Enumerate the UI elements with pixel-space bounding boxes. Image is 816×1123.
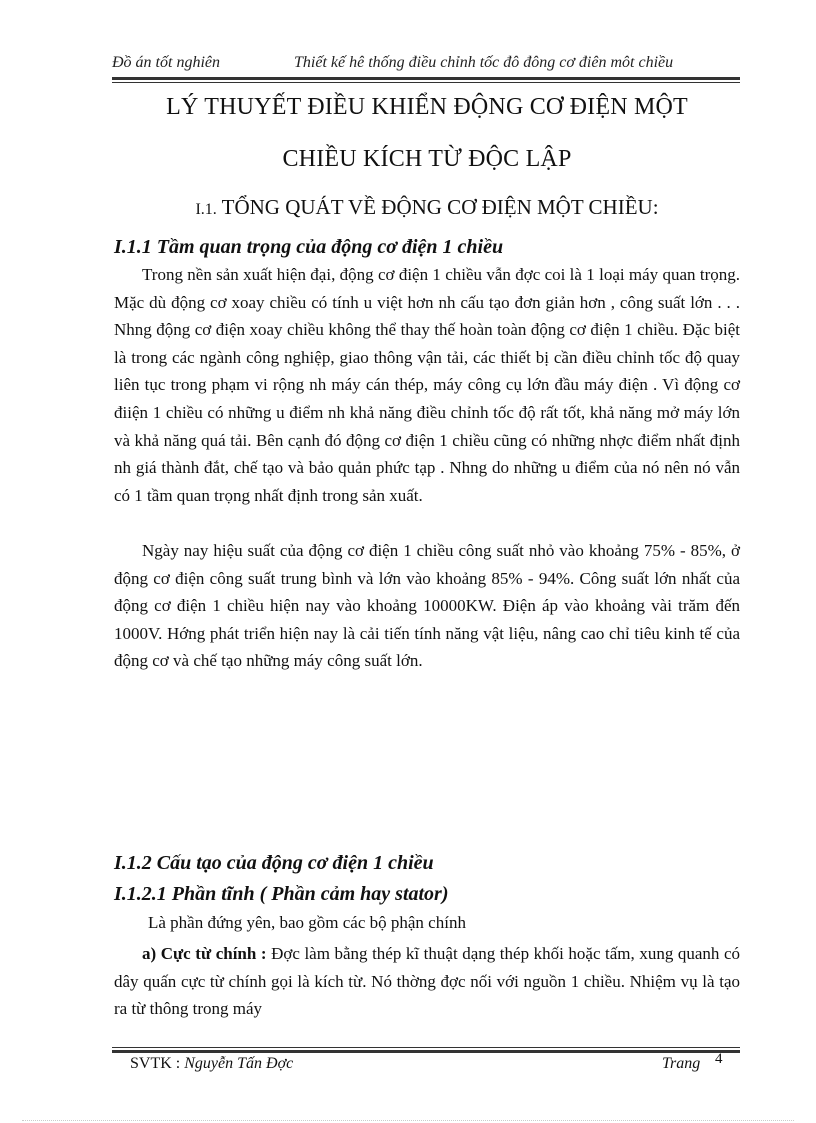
paragraph-1: Trong nền sản xuất hiện đại, động cơ điện 1 chiều vẫn đợc coi là 1 loại máy quan trọng. Mặc dù động cơ xoay chiều có tính u việt hơn nh cấu tạo đơn giản hơn , công suất lớn . . . Nhng động cơ điện xoay chiều không thể thay thế hoàn toàn động cơ điện 1 chiều. Đặc biệt là trong các ngành công nghiệp, giao thông vận tải, các thiết bị cần điều chỉnh tốc độ quay liên tục trong phạm vi rộng nh máy cán thép, máy công cụ lớn đầu máy điện . Vì động cơ điiện 1 chiều có những u điểm nh khả năng điều chỉnh tốc độ rất tốt, khả năng mở máy lớn và khả năng quá tải. Bên cạnh đó động cơ điện 1 chiều cũng có những nhợc điểm nhất định nh giá thành đắt, chế tạo và bảo quản phức tạp . Nhng do những u điểm của nó nên nó vẫn có 1 tầm quan trọng nhất định trong sản xuất. bbox=[114, 265, 740, 505]
header-left-text: Đồ án tốt nghiên bbox=[112, 54, 220, 71]
header-rule bbox=[112, 77, 740, 83]
footer-svtk-label: SVTK : bbox=[130, 1055, 181, 1072]
intro-text: Là phần đứng yên, bao gồm các bộ phận chính bbox=[148, 913, 466, 932]
footer-rule bbox=[112, 1047, 740, 1053]
footer-page-label: Trang bbox=[662, 1055, 701, 1072]
header-right-text: Thiết kế hê thống điều chỉnh tốc đô đông cơ điên môt chiều bbox=[294, 54, 674, 71]
section-title: TỔNG QUÁT VỀ ĐỘNG CƠ ĐIỆN MỘT CHIỀU: bbox=[221, 195, 659, 219]
paragraph-2: Ngày nay hiệu suất của động cơ điện 1 chiều công suất nhỏ vào khoảng 75% - 85%, ở động cơ điện công suất trung bình và lớn vào khoảng 85% - 94%. Công suất lớn nhất của động cơ điện 1 chiều hiện nay vào khoảng 10000KW. Điện áp vào khoảng vài trăm đến 1000V. Hớng phát triển hiện nay là cải tiến tính năng vật liệu, nâng cao chỉ tiêu kinh tế của động cơ và chế tạo những máy công suất lớn. bbox=[114, 541, 740, 671]
section-heading bbox=[112, 195, 742, 220]
chapter-title-line-1: LÝ THUYẾT ĐIỀU KHIỂN ĐỘNG CƠ ĐIỆN MỘT bbox=[166, 94, 688, 120]
item-a-label: a) Cực từ chính : bbox=[142, 944, 267, 963]
section-number: I.1. bbox=[195, 201, 217, 218]
subsection-heading-112: I.1.2 Cấu tạo của động cơ điện 1 chiều bbox=[114, 852, 434, 874]
page-header bbox=[112, 50, 742, 76]
footer-author bbox=[130, 1055, 293, 1073]
chapter-title-line-2: CHIỀU KÍCH TỪ ĐỘC LẬP bbox=[282, 146, 572, 172]
page-edge-divider bbox=[22, 1120, 794, 1121]
subsection-heading-1121: I.1.2.1 Phần tĩnh ( Phần cảm hay stator) bbox=[114, 883, 449, 905]
footer-author-name: Nguyễn Tấn Đợc bbox=[184, 1055, 294, 1072]
subsection-heading-111: I.1.1 Tầm quan trọng của động cơ điện 1 chiều bbox=[114, 236, 504, 258]
item-a-paragraph bbox=[114, 940, 740, 1023]
item-a-text: Đợc làm bằng thép kĩ thuật dạng thép khối hoặc tấm, xung quanh có dây quấn cực từ chính gọi là kích từ. Nó thờng đợc nối với nguồn 1 chiều. Nhiệm vụ là tạo ra từ thông trong máy bbox=[114, 944, 741, 1019]
footer-page-number: 4 bbox=[715, 1051, 723, 1067]
